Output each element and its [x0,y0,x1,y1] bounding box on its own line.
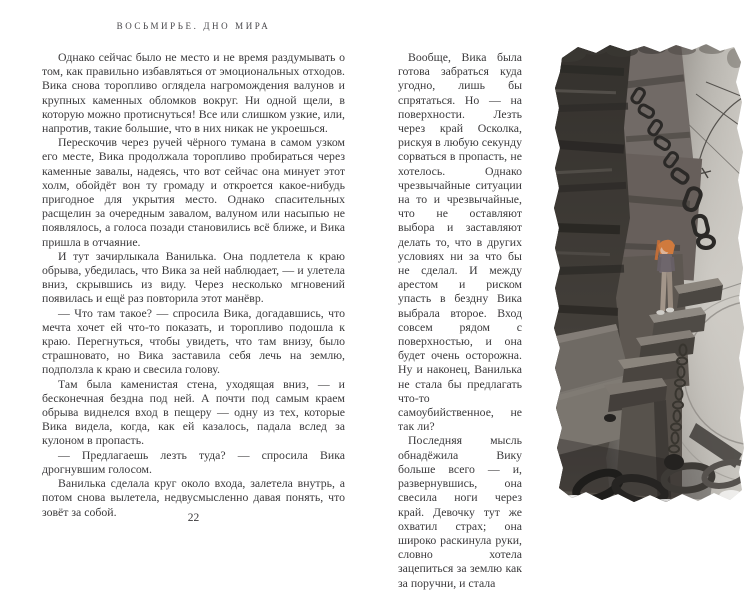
paragraph: И тут зачирлыкала Ванилька. Она подлетела к краю обрыва, убедилась, что Вика за ней наблюдает, — и улетела вниз, скрывшись из виду. Через несколько мгновений появилась и ещё раз повторила этот манёвр. [42,248,345,306]
paragraph: Однако сейчас было не место и не время раздумывать о том, как правильно избавляться от эмоциональных отходов. Вика снова торопливо оглядела нагромождения валунов и крупных каменных обломков вокруг. Ни одной щели, в которую можно протиснуться! Все или слишком узкие, или, напротив, такие большие, что в них никак не укроешься. [42,50,345,136]
paragraph: — Что там такое? — спросила Вика, догадавшись, что мечта хочет ей что-то показать, и торопливо подошла к краю. Перегнуться, чтобы увидеть, что там внизу, было страшновато, но Вика заставила себя лечь на землю, подползла к краю и свесила голову. [42,305,345,377]
paragraph: Вообще, Вика была готова забраться куда угодно, лишь бы спрятаться. Но — на поверхности. Лезть через край Осколка, рискуя в любую секунду сорваться в пропасть, не хотелось. Однако чрезвычайные ситуации на то и чрезвычайные, что не оставляют выбора и заставляют делать то, что в других условиях ни за что бы не сделал. И между арестом и риском упасть в бездну Вика выбрала второе. Вход совсем рядом с поверхностью, и она будет очень осторожна. Ну и наконец, Ванилька не стала бы предлагать что-то самоубийственное, не так ли? [398,50,522,434]
running-header: ВОСЬМИРЬЕ. ДНО МИРА [116,21,271,31]
illustration-canvas [546,38,748,512]
page-number: 22 [187,512,200,524]
paragraph: Ванилька сделала круг около входа, залетела внутрь, а потом снова вылетела, недвусмысленно давая понять, что зовёт за собой. [42,476,345,519]
paragraph: Там была каменистая стена, уходящая вниз, — и бесконечная бездна под ней. А почти под самым краем обрыва виднелся вход в пещеру — одну из тех, которые Вика видела, когда, как ей казалось, падала вслед за кулоном в пропасть. [42,376,345,448]
paragraph: Перескочив через ручей чёрного тумана в самом узком его месте, Вика продолжала торопливо пробираться через каменные завалы, надеясь, что вот сейчас она минует этот холм, обойдёт вон ту громаду и откроется какое-нибудь пригодное для укрытия место. Однако спасительных расщелин за очередным завалом, валуном или насыпью не появлялось, а голоса позади становились всё ближе, и Вика пришла в отчаяние. [42,135,345,249]
paragraph: Последняя мысль обнадёжила Вику больше всего — и, развернувшись, она свесила ноги через край. Девочку тут же охватил страх; она широко раскинула руки, словно хотела зацепиться за землю как за поручни, и стала [398,433,522,590]
illustration [546,38,748,512]
right-page-text [398,50,522,590]
left-page-text [42,50,345,519]
girl-shoes [656,310,664,315]
paragraph: — Предлагаешь лезть туда? — спросила Вика дрогнувшим голосом. [42,447,345,476]
